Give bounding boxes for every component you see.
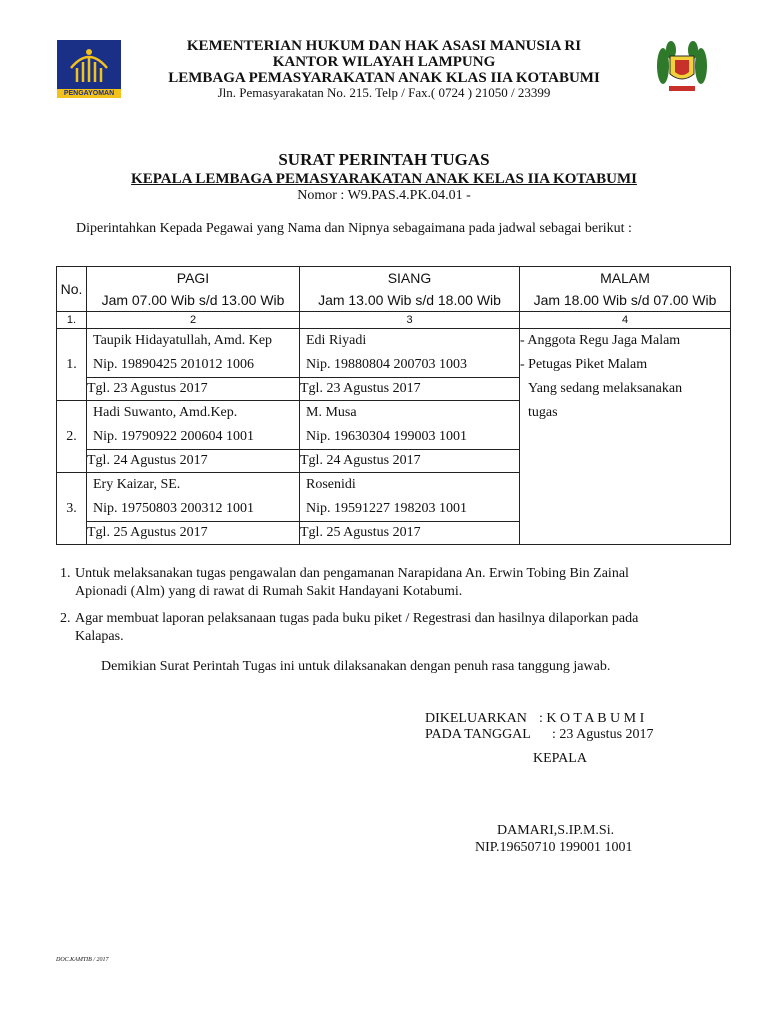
intro-text: Diperintahkan Kepada Pegawai yang Nama dan Nipnya sebagaimana pada jadwal sebagai berikut :: [76, 221, 632, 236]
siang-date: Tgl. 23 Agustus 2017: [300, 378, 520, 401]
instruction-point: [60, 565, 720, 601]
point-number: 2.: [60, 611, 71, 626]
date-label: PADA TANGGAL: [425, 727, 531, 742]
officer-name: Taupik Hidayatullah, Amd. Kep: [93, 333, 273, 348]
col-number: 3: [300, 312, 520, 329]
malam-line: Yang sedang melaksanakan: [528, 381, 683, 396]
point-text: Agar membuat laporan pelaksanaan tugas pada buku piket / Regestrasi dan hasilnya dilaporkan pada: [75, 611, 639, 626]
pagi-date: Tgl. 23 Agustus 2017: [87, 378, 300, 401]
siang-time: Jam 13.00 Wib s/d 18.00 Wib: [318, 292, 501, 308]
malam-label: MALAM: [600, 270, 650, 286]
siang-label: SIANG: [387, 270, 432, 286]
siang-officer: [300, 473, 520, 522]
col-number: 1.: [57, 312, 87, 329]
officer-name: M. Musa: [306, 405, 357, 420]
officer-nip: Nip. 19880804 200703 1003: [306, 357, 467, 372]
col-pagi-header: [87, 267, 300, 312]
malam-time: Jam 18.00 Wib s/d 07.00 Wib: [533, 292, 717, 308]
siang-officer: [300, 329, 520, 378]
point-text: Apionadi (Alm) yang di rawat di Rumah Sakit Handayani Kotabumi.: [75, 584, 463, 599]
point-number: 1.: [60, 566, 71, 581]
ministry-name: KEMENTERIAN HUKUM DAN HAK ASASI MANUSIA RI: [186, 38, 582, 54]
row-number: 3.: [57, 473, 87, 545]
issued-value: : K O T A B U M I: [539, 711, 645, 726]
col-number: 4: [520, 312, 731, 329]
col-no-header: No.: [57, 267, 87, 312]
officer-nip: Nip. 19790922 200604 1001: [93, 429, 254, 444]
pagi-label: PAGI: [176, 270, 210, 286]
officer-name: Edi Riyadi: [306, 333, 367, 348]
officer-nip: Nip. 19630304 199003 1001: [306, 429, 467, 444]
malam-line: tugas: [528, 405, 558, 420]
signatory-position: KEPALA: [533, 751, 587, 766]
point-text: Untuk melaksanakan tugas pengawalan dan pengamanan Narapidana An. Erwin Tobing Bin Zainal: [75, 566, 629, 581]
table-row: [57, 329, 731, 378]
pagi-time: Jam 07.00 Wib s/d 13.00 Wib: [101, 292, 285, 308]
col-number: 2: [87, 312, 300, 329]
officer-name: Rosenidi: [306, 477, 356, 492]
table-header-row: [57, 267, 731, 312]
malam-assignment: [520, 329, 731, 545]
officer-name: Hadi Suwanto, Amd.Kep.: [93, 405, 238, 420]
point-text: Kalapas.: [75, 629, 124, 644]
malam-line: - Petugas Piket Malam: [520, 357, 648, 372]
document-code: DOC.KAMTIB / 2017: [56, 957, 109, 963]
document-subtitle: KEPALA LEMBAGA PEMASYARAKATAN ANAK KELAS IIA KOTABUMI: [131, 171, 637, 187]
document-title: SURAT PERINTAH TUGAS: [278, 150, 490, 169]
institution-name: LEMBAGA PEMASYARAKATAN ANAK KLAS IIA KOTABUMI: [168, 70, 600, 86]
duty-schedule-table: [56, 266, 731, 545]
regional-office-name: KANTOR WILAYAH LAMPUNG: [272, 54, 496, 70]
siang-date: Tgl. 25 Agustus 2017: [300, 522, 520, 545]
institution-address: Jln. Pemasyarakatan No. 215. Telp / Fax.( 0724 ) 21050 / 23399: [217, 85, 551, 100]
column-number-row: [57, 312, 731, 329]
signatory-name: DAMARI,S.IP.M.Si.: [497, 823, 615, 838]
instruction-point: [60, 610, 720, 646]
closing-statement: Demikian Surat Perintah Tugas ini untuk dilaksanakan dengan penuh rasa tanggung jawab.: [101, 659, 611, 674]
date-value: : 23 Agustus 2017: [552, 727, 654, 742]
pagi-date: Tgl. 25 Agustus 2017: [87, 522, 300, 545]
logo-label: PENGAYOMAN: [57, 89, 121, 98]
officer-nip: Nip. 19750803 200312 1001: [93, 501, 254, 516]
pagi-officer: [87, 401, 300, 450]
pagi-officer: [87, 329, 300, 378]
row-number: 2.: [57, 401, 87, 473]
siang-date: Tgl. 24 Agustus 2017: [300, 450, 520, 473]
pagi-date: Tgl. 24 Agustus 2017: [87, 450, 300, 473]
pagi-officer: [87, 473, 300, 522]
siang-officer: [300, 401, 520, 450]
issued-label: DIKELUARKAN: [425, 711, 527, 726]
signatory-nip: NIP.19650710 199001 1001: [475, 840, 633, 855]
row-number: 1.: [57, 329, 87, 401]
document-number: Nomor : W9.PAS.4.PK.04.01 -: [297, 188, 471, 203]
col-malam-header: [520, 267, 731, 312]
officer-nip: Nip. 19890425 201012 1006: [93, 357, 254, 372]
officer-nip: Nip. 19591227 198203 1001: [306, 501, 467, 516]
malam-line: - Anggota Regu Jaga Malam: [520, 333, 681, 348]
col-siang-header: [300, 267, 520, 312]
officer-name: Ery Kaizar, SE.: [93, 477, 181, 492]
